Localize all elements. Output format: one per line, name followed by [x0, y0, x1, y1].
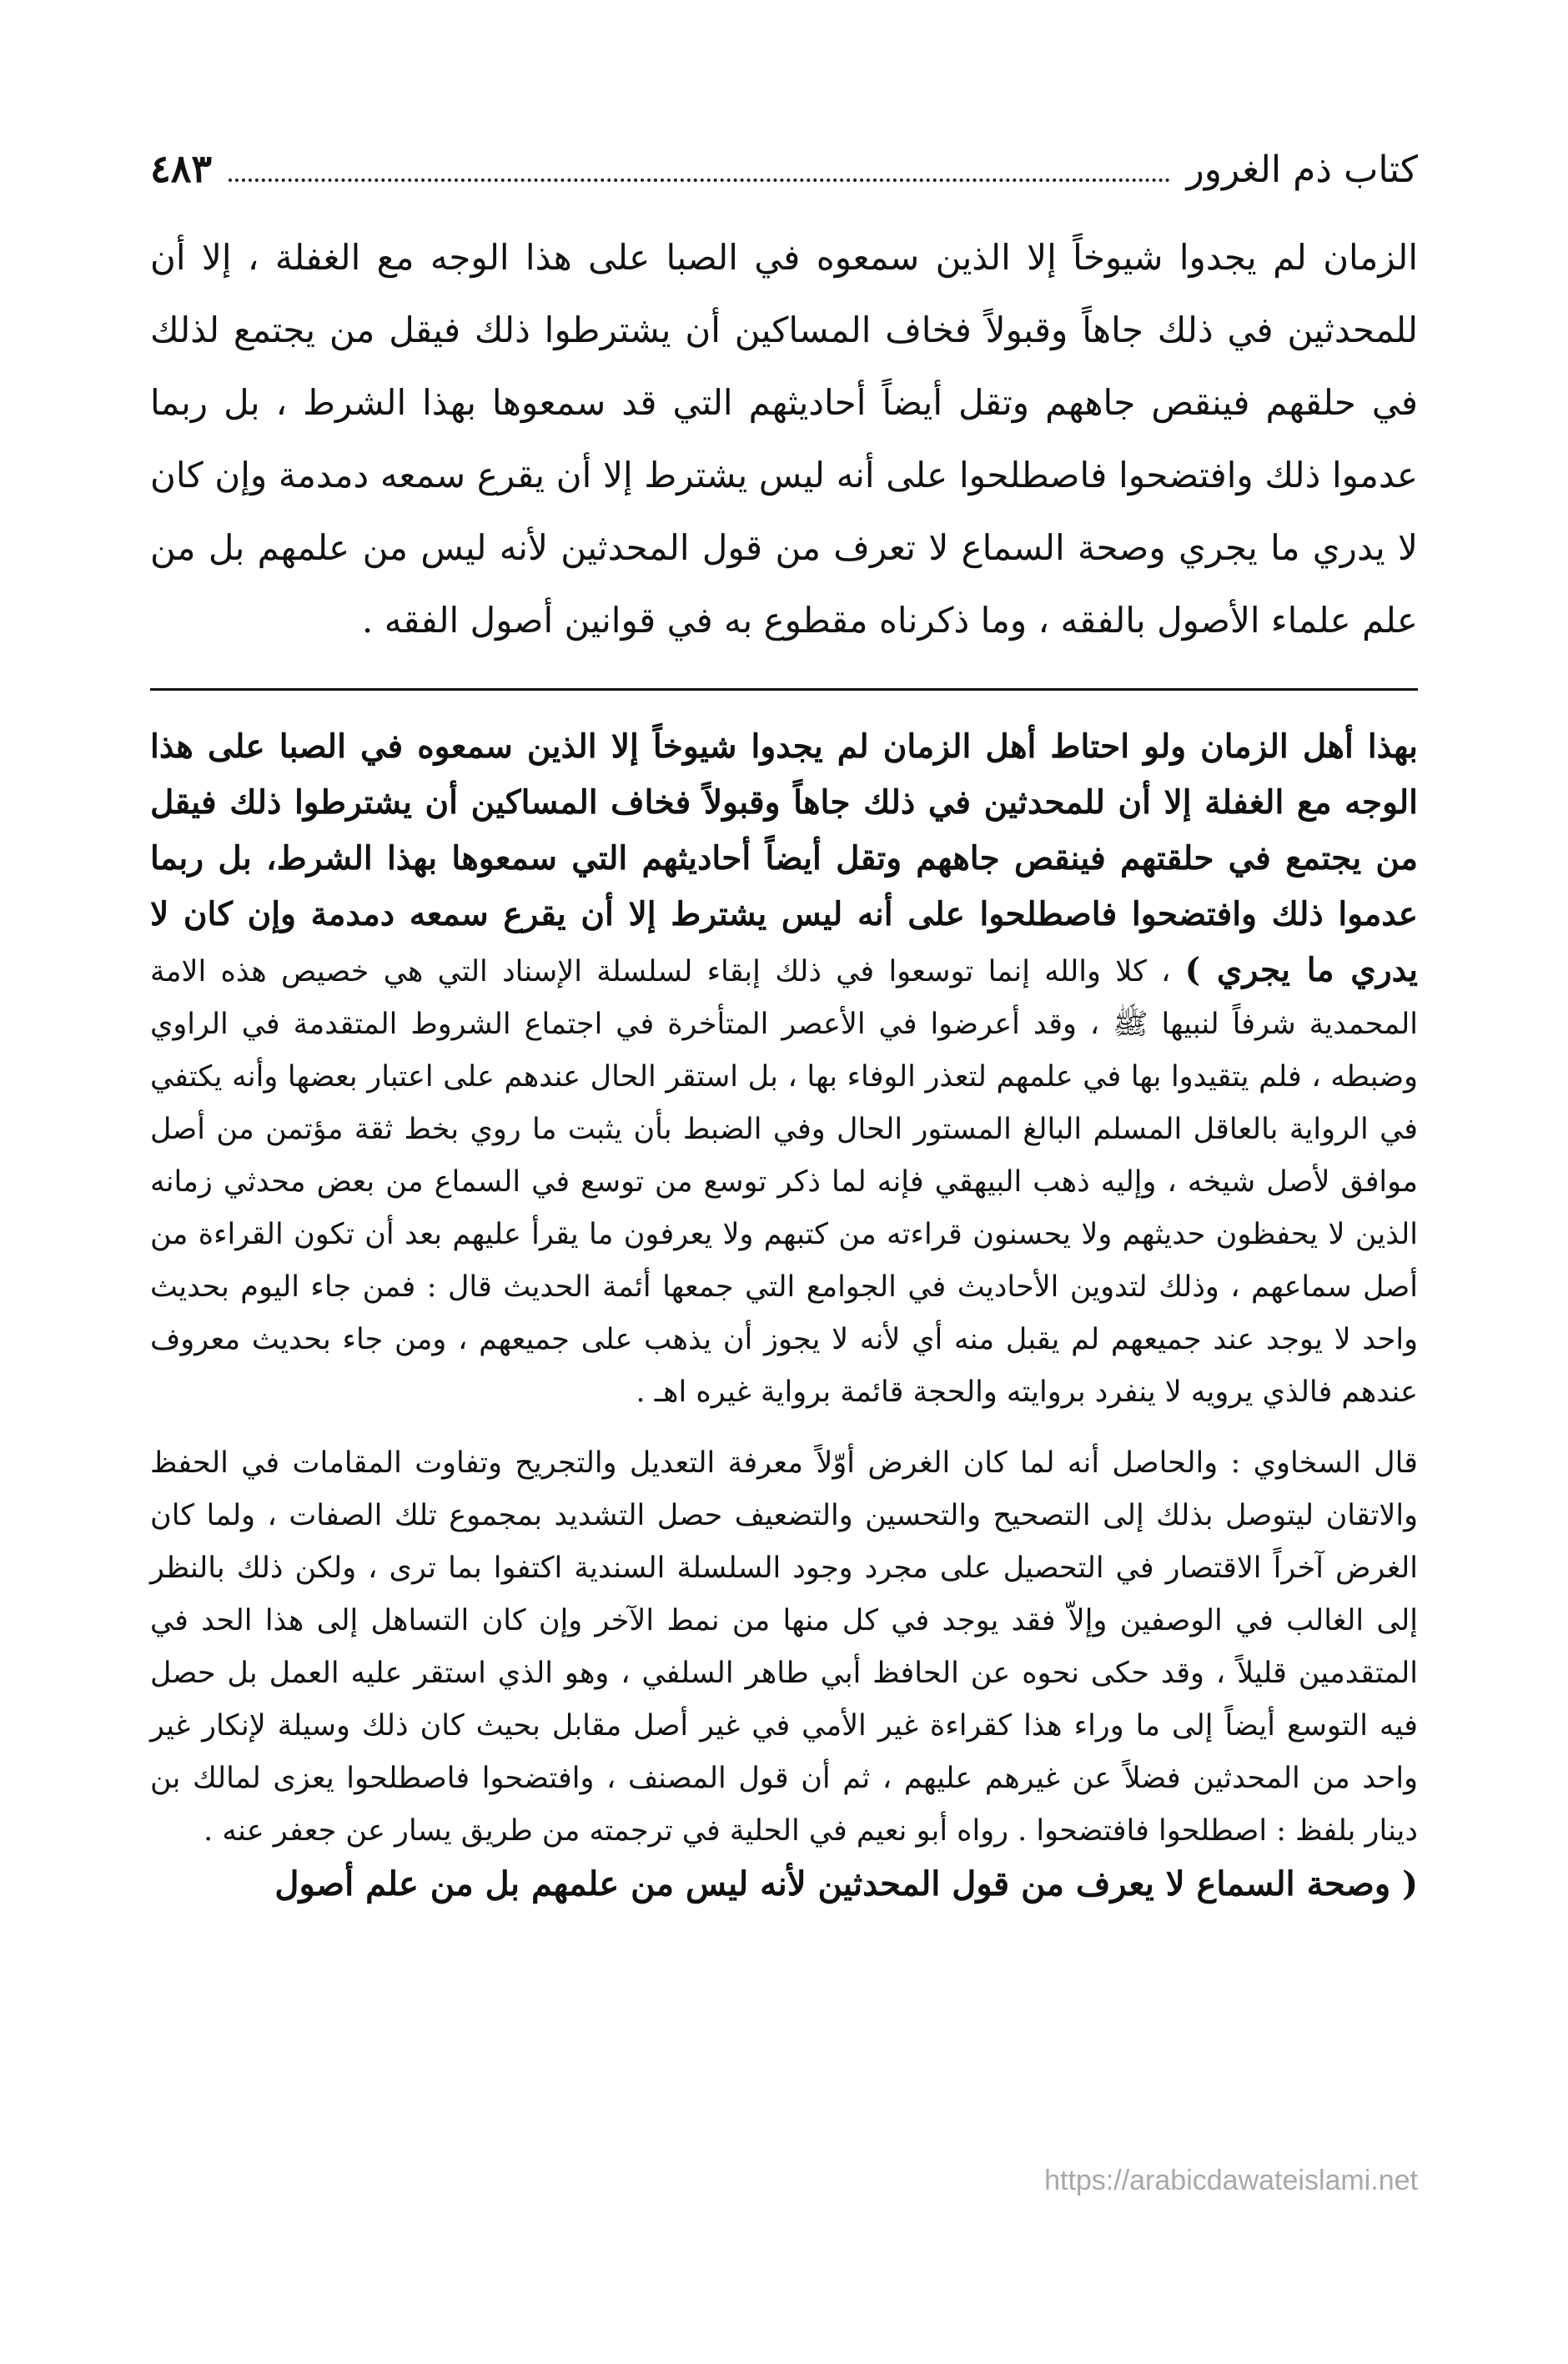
- separator-rule: [150, 688, 1418, 691]
- main-text: [150, 221, 1418, 656]
- book-page: [150, 146, 1418, 1910]
- commentary-paragraph-2: قال السخاوي : والحاصل أنه لما كان الغرض أوّلاً معرفة التعديل والتجريح وتفاوت المقامات في الحفظ والاتقان ليتوصل بذلك إلى التصحيح والتحسين والتضعيف حصل التشديد بمجموع تلك الصفات ، ولما كان الغرض آخراً الاقتصار في التحصيل على مجرد وجود السلسلة السندية اكتفوا بما ترى ، ولكن ذلك بالنظر إلى الغالب في الوصفين وإلاّ فقد يوجد في كل منها من نمط الآخر وإن كان التساهل إلى هذا الحد في المتقدمين قليلاً ، وقد حكى نحوه عن الحافظ أبي طاهر السلفي ، وهو الذي استقر عليه العمل بل حصل فيه التوسع أيضاً إلى ما وراء هذا كقراءة غير الأمي في غير أصل مقابل بحيث كان ذلك وسيلة لإنكار غير واحد من المحدثين فضلاً عن غيرهم عليهم ، ثم أن قول المصنف ، وافتضحوا فاصطلحوا يعزى لمالك بن دينار بلفظ : اصطلحوا فافتضحوا . رواه أبو نعيم في الحلية في ترجمته من طريق يسار عن جعفر عنه .: [150, 1446, 1418, 1848]
- watermark-url: https://arabicdawateislami.net: [1044, 2165, 1418, 2196]
- book-title: كتاب ذم الغرور: [1186, 148, 1418, 191]
- commentary: [150, 719, 1418, 1910]
- main-paragraph: الزمان لم يجدوا شيوخاً إلا الذين سمعوه في الصبا على هذا الوجه مع الغفلة ، إلا أن للمحدثين في ذلك جاهاً وقبولاً فخاف المساكين أن يشترطوا ذلك فيقل من يجتمع لذلك في حلقهم فينقص جاههم وتقل أيضاً أحاديثهم التي قد سمعوها بهذا الشرط ، بل ربما عدموا ذلك وافتضحوا فاصطلحوا على أنه ليس يشترط إلا أن يقرع سمعه دمدمة وإن كان لا يدري ما يجري وصحة السماع لا تعرف من قول المحدثين لأنه ليس من علمهم بل من علم علماء الأصول بالفقه ، وما ذكرناه مقطوع به في قوانين أصول الفقه .: [150, 237, 1418, 641]
- commentary-text: ، كلا والله إنما توسعوا في ذلك إبقاء لسلسلة الإسناد التي هي خصيص هذه الامة المحمدية شرفاً لنبيها ﷺ ، وقد أعرضوا في الأعصر المتأخرة في اجتماع الشروط المتقدمة في الراوي وضبطه ، فلم يتقيدوا بها في علمهم لتعذر الوفاء بها ، بل استقر الحال عندهم على اعتبار بعضها وأنه يكتفي في الرواية بالعاقل المسلم البالغ المستور الحال وفي الضبط بأن يثبت ما روي بخط ثقة مؤتمن من أصل موافق لأصل شيخه ، وإليه ذهب البيهقي فإنه لما ذكر توسع من توسع في السماع من بعض محدثي زمانه الذين لا يحفظون حديثهم ولا يحسنون قراءته من كتبهم ولا يعرفون ما يقرأ عليهم بعد أن تكون القراءة من أصل سماعهم ، وذلك لتدوين الأحاديث في الجوامع التي جمعها أئمة الحديث قال : فمن جاء اليوم بحديث واحد لا يوجد عند جميعهم لم يقبل منه أي لأنه لا يجوز أن يذهب على جميعهم ، ومن جاء بحديث معروف عندهم فالذي يرويه لا ينفرد بروايته والحجة قائمة برواية غيره اهـ .: [150, 955, 1418, 1409]
- bold-quote-continued: ( وصحة السماع لا يعرف من قول المحدثين لأنه ليس من علمهم بل من علم أصول: [274, 1864, 1418, 1904]
- running-header: [150, 146, 1418, 204]
- commentary-paragraph-1: [150, 719, 1418, 1419]
- bold-quote: بهذا أهل الزمان ولو احتاط أهل الزمان لم يجدوا شيوخاً إلا الذين سمعوه في الصبا على هذا الوجه مع الغفلة إلا أن للمحدثين في ذلك جاهاً وقبولاً فخاف المساكين أن يشترطوا ذلك فيقل من يجتمع في حلقتهم فينقص جاههم وتقل أيضاً أحاديثهم التي سمعوها بهذا الشرط، بل ربما عدموا ذلك وافتضحوا فاصطلحوا على أنه ليس يشترط إلا أن يقرع سمعه دمدمة وإن كان لا يدري ما يجري ): [150, 727, 1418, 989]
- leader-dots: [229, 179, 1169, 182]
- page-number: ٤٨٣: [150, 146, 213, 191]
